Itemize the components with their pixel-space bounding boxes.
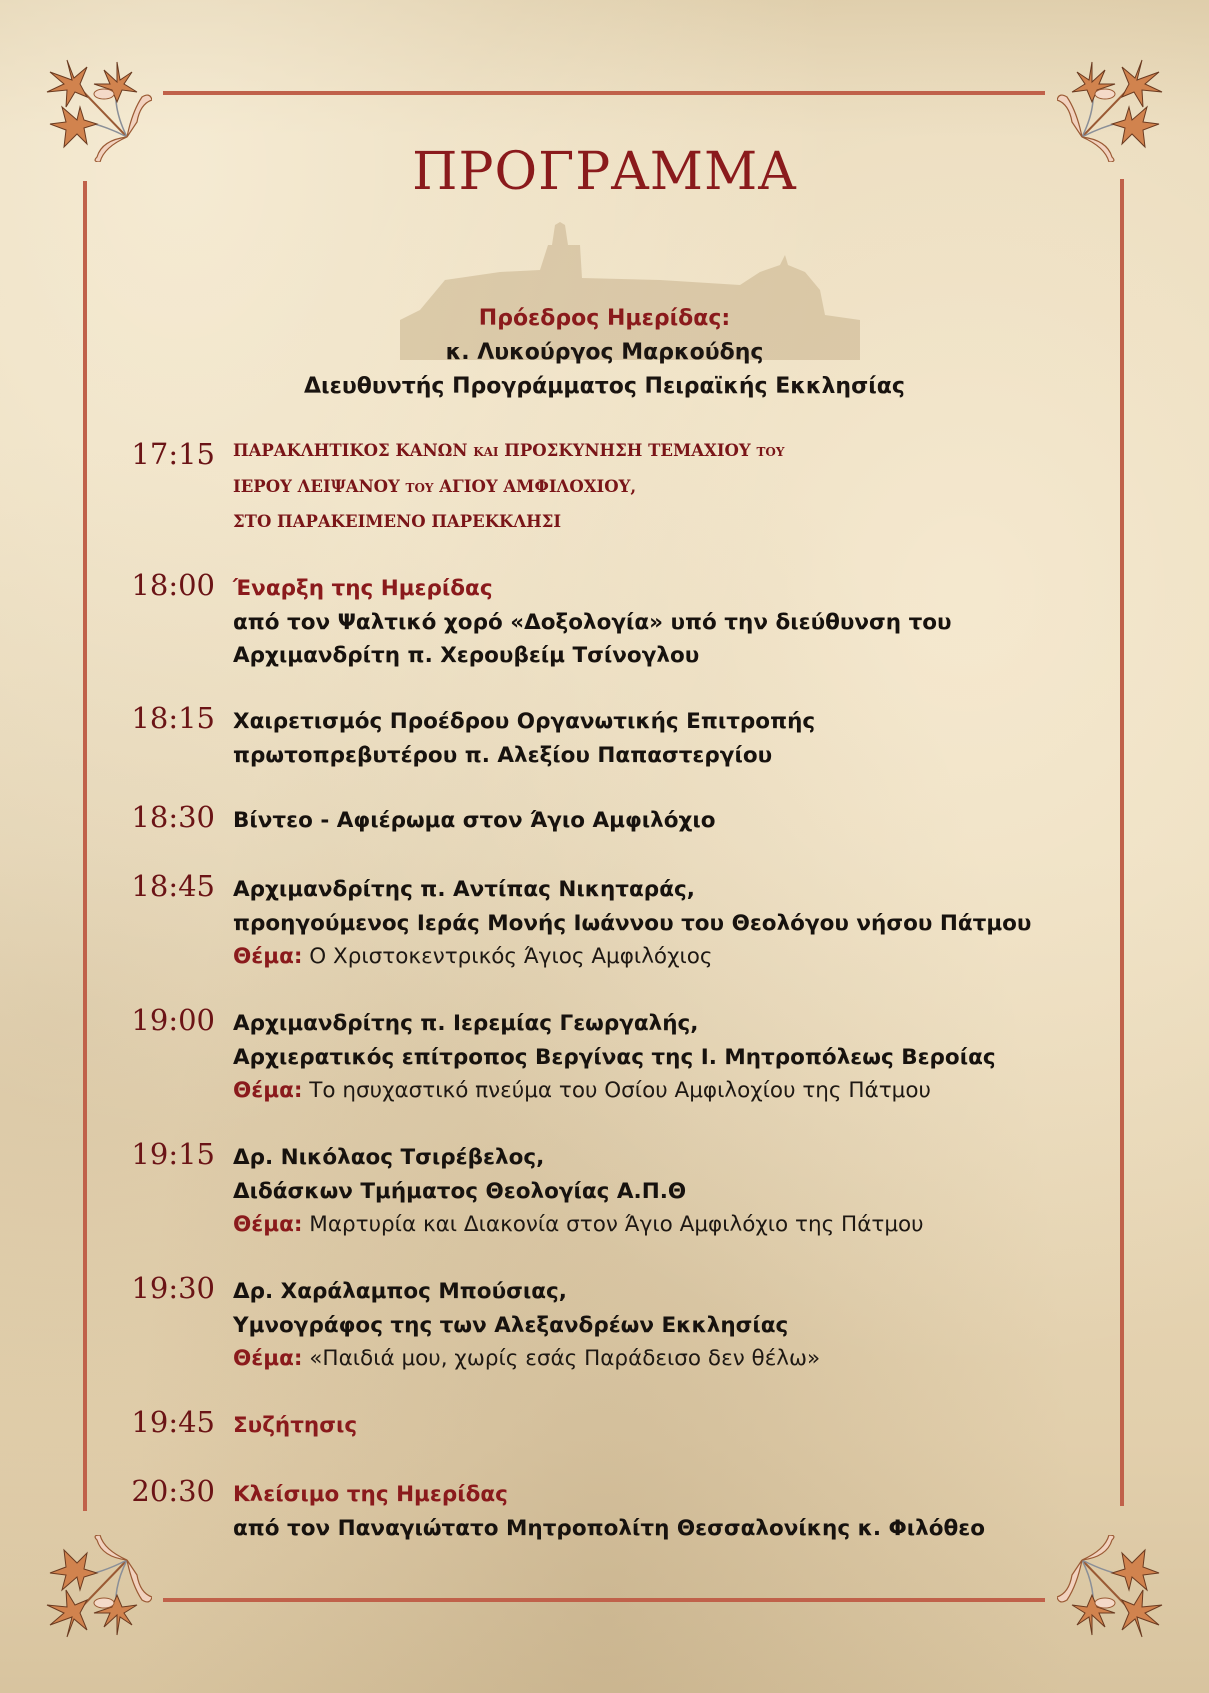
lily-flower-icon [42, 1535, 152, 1645]
schedule-theme [233, 940, 1129, 974]
schedule-content [233, 1275, 1129, 1376]
chair-block [0, 302, 1209, 404]
schedule-theme [233, 1074, 1129, 1108]
schedule-line: Βίντεο - Αφιέρωμα στον Άγιο Αμφιλόχιο [233, 808, 716, 833]
schedule-theme [233, 1342, 1129, 1376]
schedule-line: από τον Ψαλτικό χορό «Δοξολογία» υπό την διεύθυνση του [233, 609, 952, 635]
caps-text: ΑΓΙΟΥ ΑΜΦΙΛΟΧΙΟΥ, [433, 476, 637, 496]
theme-text: Το ησυχαστικό πνεύμα του Οσίου Αμφιλοχίου της Πάτμου [302, 1078, 931, 1103]
chair-role: Διευθυντής Προγράμματος Πειραϊκής Εκκλησίας [304, 374, 905, 399]
schedule-line: Διδάσκων Τμήματος Θεολογίας Α.Π.Θ [233, 1178, 687, 1204]
theme-text: Ο Χριστοκεντρικός Άγιος Αμφιλόχιος [302, 944, 713, 969]
theme-label: Θέμα: [233, 1346, 303, 1371]
schedule-line: Αρχιερατικός επίτροπος Βεργίνας της Ι. Μητροπόλεως Βεροίας [233, 1044, 996, 1070]
schedule-line: Αρχιμανδρίτη π. Χερουβείμ Τσίνογλου [233, 643, 700, 668]
schedule-line: Αρχιμανδρίτης π. Ιερεμίας Γεωργαλής, [233, 1011, 699, 1036]
border-bottom [163, 1598, 1045, 1602]
schedule-line: από τον Παναγιώτατο Μητροπολίτη Θεσσαλονίκης κ. Φιλόθεο [233, 1515, 986, 1541]
schedule-time: 19:15 [131, 1137, 215, 1171]
schedule-time: 19:45 [131, 1405, 215, 1439]
chair-name: κ. Λυκούργος Μαρκούδης [445, 340, 764, 365]
schedule-time: 19:00 [131, 1003, 215, 1037]
caps-text: ΙΕΡΟΥ ΛΕΙΨΑΝΟΥ [233, 476, 406, 496]
schedule-time: 18:45 [131, 869, 215, 903]
schedule-content [233, 1141, 1129, 1242]
schedule-time: 18:00 [131, 568, 215, 602]
theme-label: Θέμα: [233, 1212, 303, 1237]
theme-text: Μαρτυρία και Διακονία στον Άγιο Αμφιλόχιο της Πάτμου [302, 1212, 924, 1237]
schedule-content [233, 572, 1129, 673]
schedule-time: 20:30 [131, 1474, 215, 1508]
caps-text: ΣΤΟ ΠΑΡΑΚΕΙΜΕΝΟ ΠΑΡΕΚΚΛΗΣΙ [233, 512, 562, 531]
lily-flower-icon [1057, 1535, 1167, 1645]
schedule-heading: Συζήτησις [233, 1413, 358, 1438]
schedule-content [233, 1007, 1129, 1108]
schedule-content [233, 434, 1129, 540]
schedule-heading: Κλείσιμο της Ημερίδας [233, 1482, 508, 1507]
schedule-time: 19:30 [131, 1271, 215, 1305]
schedule-line: Αρχιμανδρίτης π. Αντίπας Νικηταράς, [233, 877, 695, 902]
theme-text: «Παιδιά μου, χωρίς εσάς Παράδεισο δεν θέλω» [302, 1346, 821, 1371]
schedule-content [233, 1478, 1129, 1545]
schedule-content [233, 873, 1129, 974]
schedule-theme [233, 1208, 1129, 1242]
theme-label: Θέμα: [233, 1078, 303, 1103]
caps-text: ΠΡΟΣΚΥΝΗΣΗ ΤΕΜΑΧΙΟΥ [498, 441, 757, 460]
schedule-content [233, 1409, 1129, 1443]
page-title: ΠΡΟΓΡΑΜΜΑ [412, 142, 797, 202]
schedule-time: 18:15 [131, 701, 215, 735]
schedule-line: προηγούμενος Ιεράς Μονής Ιωάννου του Θεολόγου νήσου Πάτμου [233, 910, 1032, 936]
schedule-heading: Έναρξη της Ημερίδας [233, 576, 493, 601]
small-caps-word: ΤΟΥ [405, 480, 434, 495]
schedule-line: Δρ. Χαράλαμπος Μπούσιας, [233, 1279, 567, 1304]
small-caps-word: ΤΟΥ [756, 445, 785, 459]
schedule-caps-line [233, 470, 1129, 506]
caps-text: ΠΑΡΑΚΛΗΤΙΚΟΣ ΚΑΝΩΝ [233, 441, 474, 460]
chair-label: Πρόεδρος Ημερίδας: [478, 306, 731, 331]
small-caps-word: ΚΑΙ [473, 445, 499, 459]
schedule-content [233, 804, 1129, 838]
schedule-caps-line [233, 505, 1129, 540]
schedule-time: 18:30 [131, 800, 215, 834]
schedule-caps-line [233, 434, 1129, 470]
schedule-content [233, 705, 1129, 772]
schedule-line: πρωτοπρεβυτέρου π. Αλεξίου Παπαστεργίου [233, 742, 773, 768]
theme-label: Θέμα: [233, 944, 303, 969]
schedule-line: Δρ. Νικόλαος Τσιρέβελος, [233, 1145, 545, 1170]
schedule-line: Χαιρετισμός Προέδρου Οργανωτικής Επιτροπής [233, 709, 816, 734]
schedule-time: 17:15 [131, 437, 215, 471]
border-top [163, 91, 1045, 95]
schedule-line: Υμνογράφος της των Αλεξανδρέων Εκκλησίας [233, 1312, 789, 1338]
